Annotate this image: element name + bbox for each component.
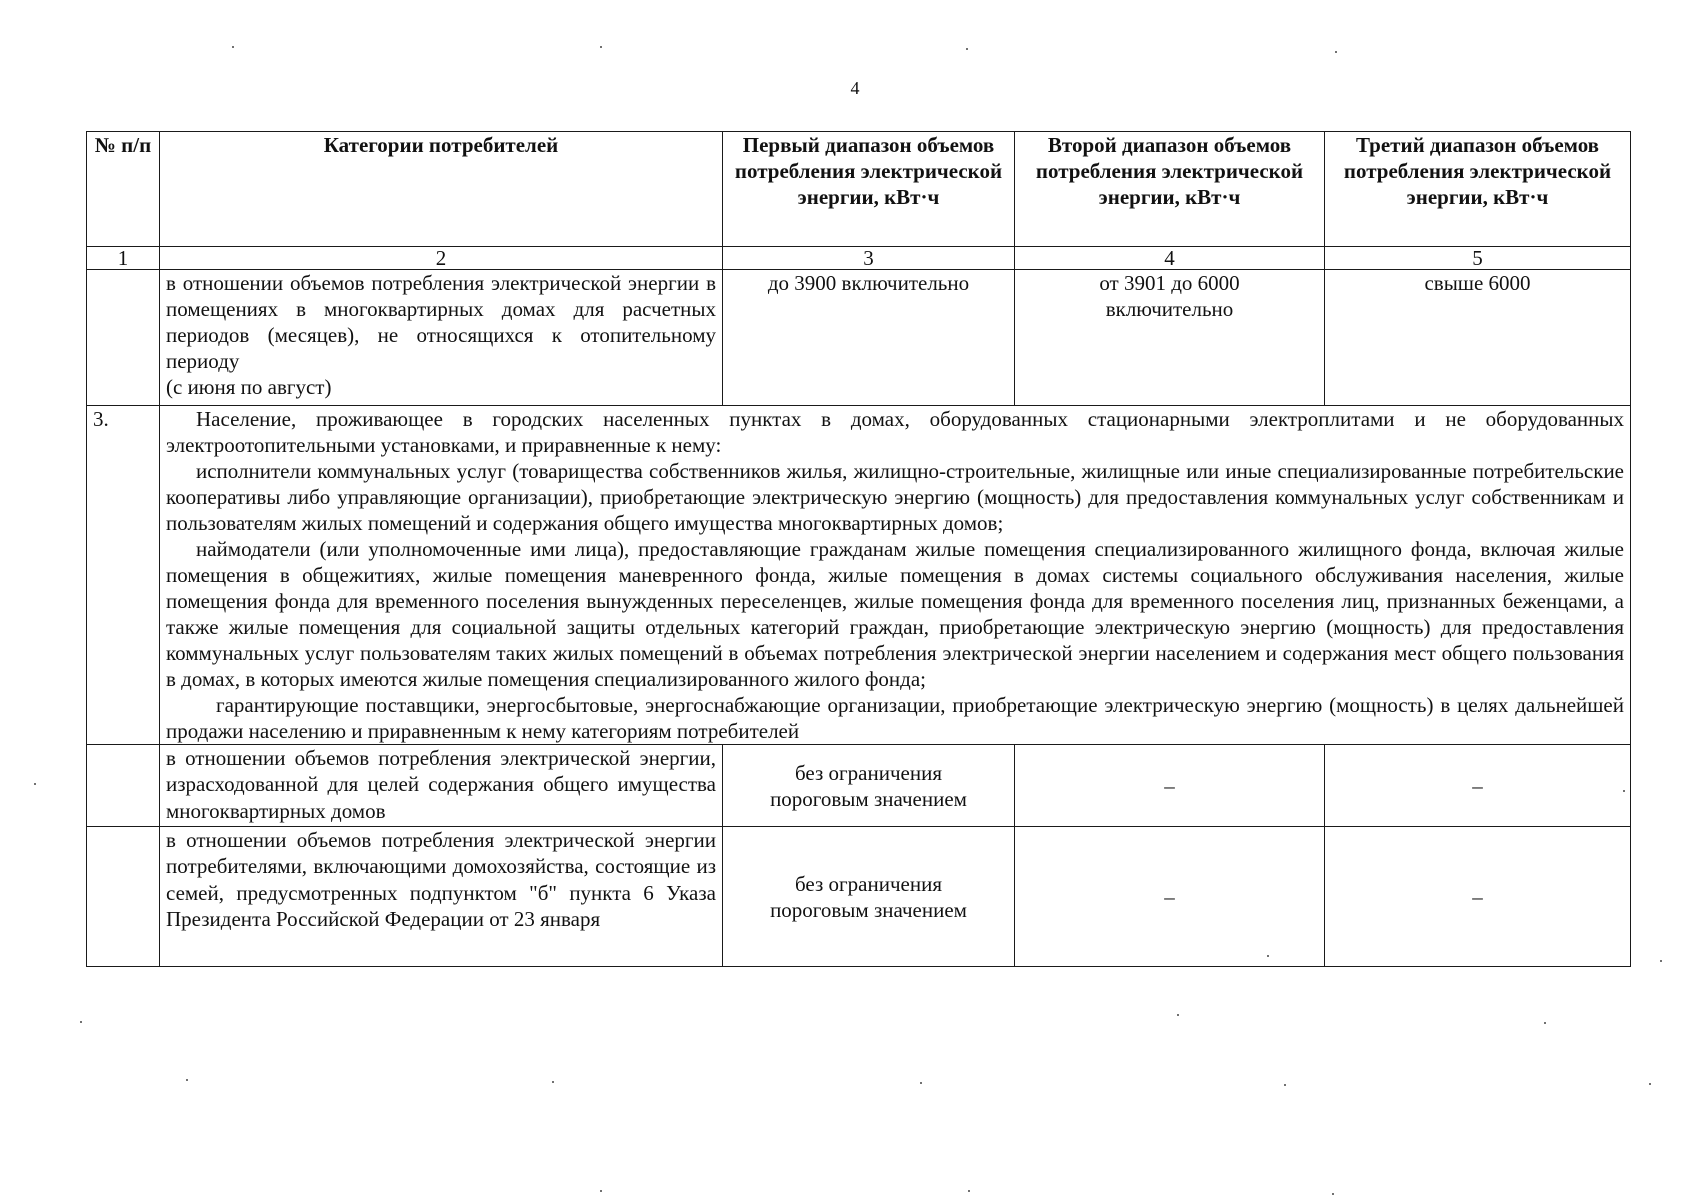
scan-speck — [232, 46, 234, 48]
scan-speck — [1284, 1084, 1286, 1086]
scan-speck — [1660, 960, 1662, 962]
table-row-common-property — [87, 745, 1631, 827]
header-range-1: Первый диапазон объемов потребления электрической энергии, кВт·ч — [723, 132, 1015, 247]
row-range-1: без ограничения пороговым значением — [723, 745, 1015, 827]
section-3-paragraph: наймодатели (или уполномоченные ими лица), предоставляющие гражданам жилые помещения специализированного жилищного фонда, включая жилые помещения в общежитиях, жилые помещения маневренного фонда, жилые помещения в домах системы социального обслуживания населения, жилые помещения фонда для временного поселения вынужденных переселенцев, жилые помещения фонда для временного поселения лиц, признанных беженцами, а также жилые помещения для социальной защиты отдельных категорий граждан, приобретающие электрическую энергию (мощность) для предоставления коммунальных услуг пользователям таких жилых помещений в объемах потребления электрической энергии населением и содержания мест общего пользования в домах, в которых имеются жилые помещения специализированного жилого фонда; — [166, 537, 1624, 692]
tariff-ranges-table — [86, 131, 1631, 967]
header-row — [87, 132, 1631, 247]
scan-speck — [80, 1021, 82, 1023]
row-category: в отношении объемов потребления электрической энергии потребителями, включающими домохозяйства, состоящие из семей, предусмотренных подпунктом "б" пункта 6 Указа Президента Российской Федерации от 23 января — [160, 827, 723, 967]
row-num — [87, 270, 160, 406]
row-range-3: свыше 6000 — [1325, 270, 1631, 406]
header-category: Категории потребителей — [160, 132, 723, 247]
scan-speck — [1335, 51, 1337, 53]
scan-speck — [1649, 1083, 1651, 1085]
scan-speck — [600, 1190, 602, 1192]
scan-speck — [920, 1082, 922, 1084]
column-number: 3 — [723, 247, 1015, 270]
section-3-description — [160, 406, 1631, 745]
scan-speck — [966, 48, 968, 50]
header-range-2: Второй диапазон объемов потребления электрической энергии, кВт·ч — [1015, 132, 1325, 247]
scan-speck — [34, 783, 36, 785]
row-range-2: от 3901 до 6000 включительно — [1015, 270, 1325, 406]
scan-speck — [968, 1190, 970, 1192]
table-row-summer — [87, 270, 1631, 406]
row-range-1: без ограничения пороговым значением — [723, 827, 1015, 967]
row-range-2: – — [1015, 827, 1325, 967]
row-range-3: – — [1325, 827, 1631, 967]
row-num-empty — [87, 827, 160, 967]
scan-speck — [1177, 1014, 1179, 1016]
scan-speck — [1332, 1193, 1334, 1195]
header-num: № п/п — [87, 132, 160, 247]
header-range-3: Третий диапазон объемов потребления электрической энергии, кВт·ч — [1325, 132, 1631, 247]
section-3-paragraph: гарантирующие поставщики, энергосбытовые, энергоснабжающие организации, приобретающие электрическую энергию (мощность) в целях дальнейшей продажи населению и приравненным к нему категориям потребителей — [166, 693, 1624, 744]
page-number: 4 — [850, 78, 860, 98]
row-category: в отношении объемов потребления электрической энергии, израсходованной для целей содержания общего имущества многоквартирных домов — [160, 745, 723, 827]
column-number-row — [87, 247, 1631, 270]
section-3-paragraph: исполнители коммунальных услуг (товарищества собственников жилья, жилищно-строительные, жилищные или иные специализированные потребительские кооперативы либо управляющие организации), приобретающие электрическую энергию (мощность) для предоставления коммунальных услуг собственникам и пользователям жилых помещений и содержания общего имущества многоквартирных домов; — [166, 459, 1624, 536]
row-num-empty — [87, 745, 160, 827]
scan-speck — [186, 1079, 188, 1081]
column-number: 4 — [1015, 247, 1325, 270]
scan-speck — [552, 1081, 554, 1083]
scan-speck — [600, 46, 602, 48]
scan-speck — [1623, 790, 1625, 792]
row-range-1: до 3900 включительно — [723, 270, 1015, 406]
table-row-households — [87, 827, 1631, 967]
section-3-paragraph: Население, проживающее в городских населенных пунктах в домах, оборудованных стационарными электроплитами и не оборудованных электроотопительными установками, и приравненные к нему: — [166, 407, 1624, 458]
row-range-3: – — [1325, 745, 1631, 827]
scan-speck — [1267, 955, 1269, 957]
scan-speck — [1544, 1022, 1546, 1024]
row-category-text: в отношении объемов потребления электрической энергии в помещениях в многоквартирных домах для расчетных периодов (месяцев), не относящихся к отопительному периоду — [166, 271, 716, 374]
section-3-row — [87, 406, 1631, 745]
row-category — [160, 270, 723, 406]
column-number: 1 — [87, 247, 160, 270]
row-range-2: – — [1015, 745, 1325, 827]
column-number: 5 — [1325, 247, 1631, 270]
row-category-note: (с июня по август) — [166, 375, 332, 400]
section-3-num: 3. — [87, 406, 160, 745]
column-number: 2 — [160, 247, 723, 270]
